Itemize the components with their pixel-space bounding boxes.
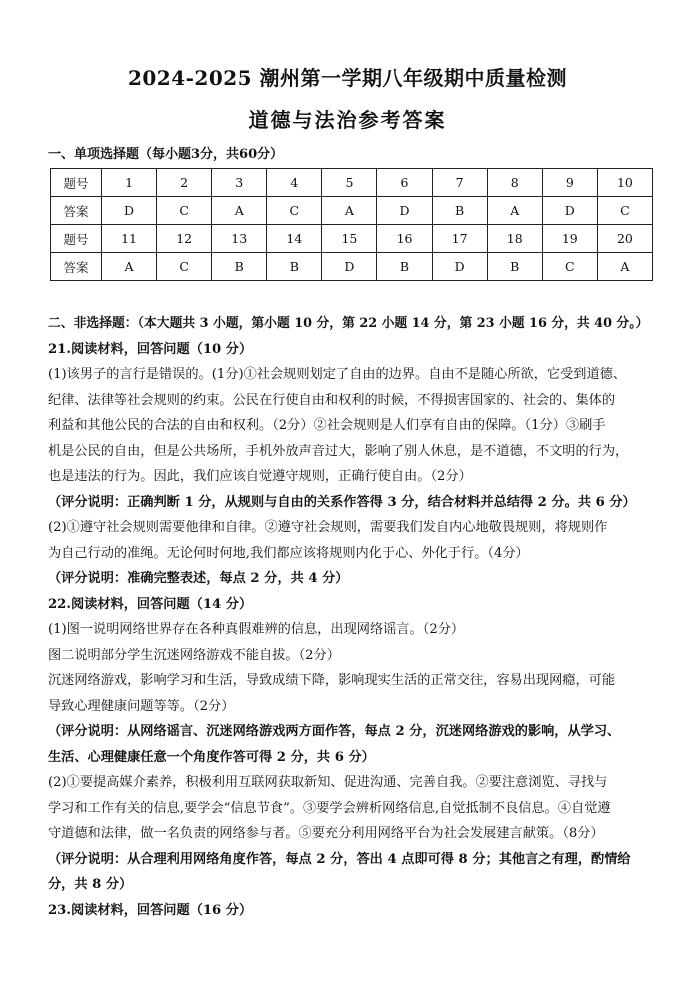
table-row-header: 题号 — [51, 169, 102, 197]
table-cell: A — [102, 253, 157, 281]
table-cell: 8 — [487, 169, 542, 197]
heading-or-note-line: 22.阅读材料，回答问题（14 分） — [48, 596, 253, 612]
table-cell: B — [212, 253, 267, 281]
answer-table — [50, 168, 653, 281]
table-cell: 17 — [432, 225, 487, 253]
table-cell: D — [542, 197, 597, 225]
answer-line: (1)该男子的言行是错误的。(1分)①社会规则划定了自由的边界。自由不是随心所欲，它受到道德、 — [48, 367, 627, 382]
answer-line: 机是公民的自由，但是公共场所，手机外放声音过大，影响了别人休息，是不道德，不文明的行为， — [48, 443, 629, 459]
table-cell: 18 — [487, 225, 542, 253]
table-row-header: 答案 — [51, 253, 102, 281]
heading-or-note-line: 21.阅读材料，回答问题（10 分） — [48, 341, 253, 357]
answer-line: 学习和工作有关的信息,要学会“信息节食”。③要学会辨析网络信息,自觉抵制不良信息。④自觉遵 — [48, 800, 611, 816]
answer-line: (1)图一说明网络世界存在各种真假难辨的信息，出现网络谣言。（2分） — [48, 622, 465, 637]
table-cell: 7 — [432, 169, 487, 197]
answer-line: 沉迷网络游戏，影响学习和生活，导致成绩下降，影响现实生活的正常交往，容易出现网瘾，可能 — [48, 673, 616, 688]
table-cell: 19 — [542, 225, 597, 253]
heading-or-note-line: 23.阅读材料，回答问题（16 分） — [48, 902, 253, 918]
table-cell: C — [542, 253, 597, 281]
table-cell: A — [322, 197, 377, 225]
table-cell: B — [487, 253, 542, 281]
table-cell: A — [487, 197, 542, 225]
table-row — [51, 225, 653, 253]
answer-line: 为自己行动的准绳。无论何时何地,我们都应该将规则内化于心、外化于行。（4分） — [48, 545, 529, 561]
answer-line: (2)①遵守社会规则需要他律和自律。②遵守社会规则，需要我们发自内心地敬畏规则，将规则作 — [48, 520, 608, 535]
table-cell: D — [377, 197, 432, 225]
table-cell: C — [157, 197, 212, 225]
table-cell: 2 — [157, 169, 212, 197]
document-subtitle: 道德与法治参考答案 — [248, 108, 447, 132]
table-cell: B — [377, 253, 432, 281]
table-cell: 14 — [267, 225, 322, 253]
table-cell: 6 — [377, 169, 432, 197]
answer-body — [48, 311, 654, 923]
table-cell: 20 — [597, 225, 652, 253]
section-heading-multiple-choice: 一、单项选择题（每小题3分，共60分） — [48, 147, 284, 162]
table-cell: 5 — [322, 169, 377, 197]
heading-or-note-line: （评分说明：正确判断 1 分，从规则与自由的关系作答得 3 分，结合材料并总结得 2 分。共 6 分） — [48, 494, 636, 510]
table-cell: 12 — [157, 225, 212, 253]
table-cell: D — [322, 253, 377, 281]
table-cell: D — [102, 197, 157, 225]
table-cell: 10 — [597, 169, 652, 197]
table-row — [51, 253, 653, 281]
table-cell: C — [267, 197, 322, 225]
table-cell: B — [432, 197, 487, 225]
table-cell: B — [267, 253, 322, 281]
table-cell: C — [597, 197, 652, 225]
table-row-header: 题号 — [51, 225, 102, 253]
answer-line: 也是违法的行为。因此，我们应该自觉遵守规则，正确行使自由。（2分） — [48, 469, 472, 484]
table-cell: 13 — [212, 225, 267, 253]
table-cell: C — [157, 253, 212, 281]
table-cell: D — [432, 253, 487, 281]
answer-line: 导致心理健康问题等等。（2分） — [48, 698, 235, 714]
heading-or-note-line: 生活、心理健康任意一个角度作答可得 2 分，共 6 分） — [48, 749, 375, 765]
table-cell: 1 — [102, 169, 157, 197]
table-cell: A — [597, 253, 652, 281]
table-row-header: 答案 — [51, 197, 102, 225]
answer-line: 守道德和法律，做一名负责的网络参与者。⑤要充分利用网络平台为社会发展建言献策。（8分） — [48, 826, 604, 841]
answer-line: 纪律、法律等社会规则的约束。公民在行使自由和权利的时候，不得损害国家的、社会的、集体的 — [48, 392, 616, 408]
document-title: 2024-2025 潮州第一学期八年级期中质量检测 — [127, 66, 568, 90]
answer-line: 图二说明部分学生沉迷网络游戏不能自拔。（2分） — [48, 647, 340, 663]
heading-or-note-line: 分，共 8 分） — [48, 877, 133, 892]
table-cell: 11 — [102, 225, 157, 253]
table-row — [51, 197, 653, 225]
heading-or-note-line: （评分说明：从网络谣言、沉迷网络游戏两方面作答，每点 2 分，沉迷网络游戏的影响，从学习、 — [48, 724, 621, 739]
table-cell: 9 — [542, 169, 597, 197]
heading-or-note-line: （评分说明：从合理利用网络角度作答，每点 2 分，答出 4 点即可得 8 分；其他言之有理，酌情给 — [48, 851, 631, 867]
table-cell: 16 — [377, 225, 432, 253]
table-row — [51, 169, 653, 197]
table-cell: 4 — [267, 169, 322, 197]
table-cell: A — [212, 197, 267, 225]
table-cell: 3 — [212, 169, 267, 197]
answer-line: 利益和其他公民的合法的自由和权利。（2分）②社会规则是人们享有自由的保障。（1分）③刷手 — [48, 418, 606, 433]
answer-line: (2)①要提高媒介素养，积极利用互联网获取新知、促进沟通、完善自我。②要注意浏览、寻找与 — [48, 775, 608, 790]
heading-or-note-line: （评分说明：准确完整表述，每点 2 分，共 4 分） — [48, 571, 349, 586]
heading-or-note-line: 二、非选择题：（本大题共 3 小题，第小题 10 分，第 22 小题 14 分，第 23 小题 16 分，共 40 分。） — [48, 316, 649, 331]
table-cell: 15 — [322, 225, 377, 253]
